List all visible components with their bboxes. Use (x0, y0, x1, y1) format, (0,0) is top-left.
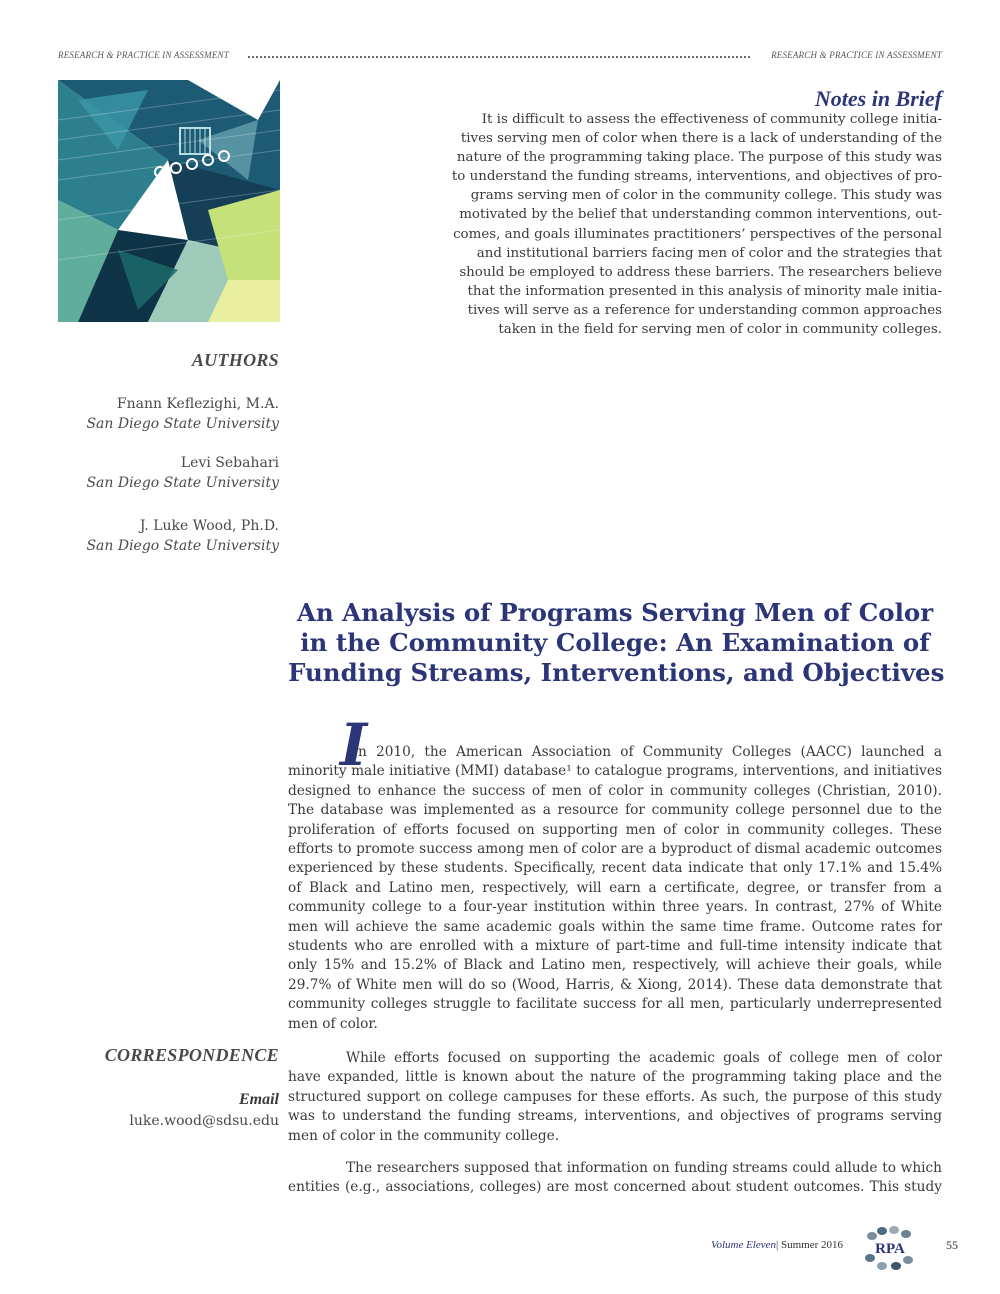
body-line: of Black and Latino men, respectively, will earn a certificate, degree, or transfer from a (288, 879, 942, 896)
page-number: 55 (946, 1238, 958, 1252)
body-line: n 2010, the American Association of Community Colleges (AACC) launched a (358, 744, 942, 760)
page-footer (658, 1236, 958, 1276)
body-line: men of color. (288, 1015, 378, 1032)
body-line: experienced by these students. Specifically, recent data indicate that only 17.1% and 15.4% (288, 860, 942, 877)
body-line: structured support on college campuses for these efforts. As such, the purpose of this study (288, 1088, 942, 1105)
email-label: Email (238, 1091, 279, 1108)
header-right: RESEARCH & PRACTICE IN ASSESSMENT (767, 50, 942, 60)
header-left: RESEARCH & PRACTICE IN ASSESSMENT (58, 50, 233, 60)
volume-info (711, 1239, 843, 1251)
issue-season: | Summer 2016 (776, 1239, 843, 1251)
author-affiliation: San Diego State University (86, 475, 279, 491)
nib-line: nature of the programming taking place. The purpose of this study was (456, 150, 942, 166)
drop-cap: I (340, 711, 368, 779)
body-line: students who are enrolled with a mixture of part-time and full-time intensity indicate that (288, 938, 942, 955)
header-dotted-rule (248, 56, 750, 58)
author-affiliation: San Diego State University (86, 416, 279, 432)
nib-line: motivated by the belief that understanding common interventions, out- (459, 207, 942, 223)
authors-heading: AUTHORS (191, 350, 279, 370)
body-line: men of color in the community college. (288, 1127, 560, 1144)
rpa-logo (862, 1226, 918, 1270)
nib-line: to understand the funding streams, interventions, and objectives of pro- (451, 169, 942, 185)
cover-artwork (58, 80, 280, 322)
paragraph-1 (288, 743, 942, 1034)
author-name: Levi Sebahari (180, 455, 279, 471)
body-line: proliferation of efforts focused on supporting men of color in community colleges. These (288, 821, 942, 838)
title-line: An Analysis of Programs Serving Men of Color (296, 598, 934, 627)
body-line: The database was implemented as a resource for community college personnel due to the (288, 802, 942, 819)
body-line: was to understand the funding streams, interventions, and objectives of programs serving (288, 1108, 942, 1125)
author-name: Fnann Keflezighi, M.A. (116, 396, 279, 412)
title-line: Funding Streams, Interventions, and Objectives (288, 658, 945, 687)
author-name: J. Luke Wood, Ph.D. (139, 518, 279, 534)
nib-line: taken in the field for serving men of color in community colleges. (498, 322, 942, 338)
body-line: entities (e.g., associations, colleges) are most concerned about student outcomes. This study (288, 1179, 942, 1196)
author-entry (39, 516, 279, 556)
nib-line: grams serving men of color in the community college. This study was (470, 188, 942, 204)
notes-in-brief-title: Notes in Brief (814, 86, 942, 111)
logo-text: RPA (875, 1241, 905, 1257)
nib-line: and institutional barriers facing men of color and the strategies that (476, 245, 942, 261)
author-entry (39, 453, 279, 493)
body-line: have expanded, little is known about the nature of the programming taking place and the (288, 1069, 942, 1086)
nib-line: should be employed to address these barriers. The researchers believe (459, 264, 942, 280)
nib-line: tives serving men of color when there is a lack of understanding of the (460, 131, 942, 147)
body-line: 29.7% of White men will do so (Wood, Harris, & Xiong, 2014). These data demonstrate that (288, 976, 942, 993)
author-affiliation: San Diego State University (86, 538, 279, 554)
running-header (58, 50, 942, 62)
body-line: While efforts focused on supporting the academic goals of college men of color (346, 1050, 942, 1066)
paragraph-2 (288, 1049, 942, 1146)
body-line: designed to enhance the success of men of color in community colleges (Christian, 2010). (288, 782, 942, 799)
paragraph-3 (288, 1159, 942, 1198)
body-line: efforts to promote success among men of color are a byproduct of dismal academic outcomes (288, 841, 942, 858)
author-entry (39, 394, 279, 434)
notes-in-brief-text (402, 110, 942, 339)
volume-name: Volume Eleven (710, 1239, 777, 1251)
nib-line: It is difficult to assess the effectiveness of community college initia- (481, 112, 942, 127)
article-title (288, 598, 945, 688)
nib-line: tives will serve as a reference for understanding common approaches (467, 302, 942, 318)
nib-line: that the information presented in this analysis of minority male initia- (467, 283, 942, 299)
body-line: community college to a four-year institution within three years. In contrast, 27% of White (288, 899, 942, 916)
body-line: only 15% and 15.2% of Black and Latino men, respectively, will achieve their goals, while (288, 957, 942, 974)
body-line: minority male initiative (MMI) database¹ to catalogue programs, interventions, and initiatives (288, 763, 942, 780)
body-line: men will achieve the same academic goals within the same time frame. Outcome rates for (288, 918, 942, 935)
nib-line: comes, and goals illuminates practitioners’ perspectives of the personal (453, 226, 942, 242)
body-line: The researchers supposed that information on funding streams could allude to which (346, 1160, 942, 1176)
body-line: community colleges struggle to facilitate success for all men, particularly underrepresented (288, 996, 942, 1013)
correspondence-heading: CORRESPONDENCE (104, 1045, 279, 1065)
title-line: in the Community College: An Examination of (300, 628, 930, 657)
email-address[interactable]: luke.wood@sdsu.edu (129, 1113, 279, 1129)
